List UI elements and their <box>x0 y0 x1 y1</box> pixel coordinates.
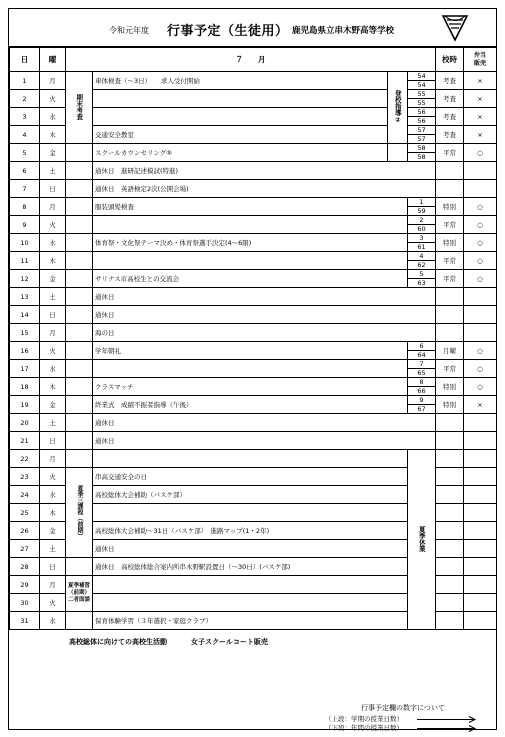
event-cell: 体育祭・文化祭テーマ決め・体育祭選手決定(4～6限) <box>93 234 408 252</box>
side-cell <box>66 378 93 396</box>
period-cell: 考査 <box>436 90 464 108</box>
footer-note-1: 高校総体に向けての高校生活動 <box>69 638 167 646</box>
year-day-count: 56 <box>417 117 426 125</box>
weekday-cell: 火 <box>40 216 66 234</box>
period-cell <box>436 522 464 540</box>
day-cell: 16 <box>10 342 40 360</box>
col-period: 校時 <box>436 48 464 72</box>
schedule-table <box>9 47 497 630</box>
table-row <box>10 324 497 342</box>
lunch-cell: ○ <box>464 234 497 252</box>
lunch-cell: ○ <box>464 378 497 396</box>
exam-label-cell <box>66 72 93 144</box>
lunch-cell: × <box>464 396 497 414</box>
weekday-cell: 土 <box>40 162 66 180</box>
weekday-cell: 水 <box>40 234 66 252</box>
period-cell <box>436 540 464 558</box>
day-cell: 27 <box>10 540 40 558</box>
lunch-cell <box>464 522 497 540</box>
event-cell <box>93 360 408 378</box>
side-cell <box>66 432 93 450</box>
period-cell: 特別 <box>436 396 464 414</box>
side-cell <box>66 144 93 162</box>
side-cell <box>66 612 93 630</box>
day-cell: 30 <box>10 594 40 612</box>
day-cell: 26 <box>10 522 40 540</box>
year-day-count: 65 <box>417 369 426 377</box>
table-row <box>10 144 497 162</box>
sheet-header <box>9 9 496 47</box>
day-cell: 13 <box>10 288 40 306</box>
term-day-count: 4 <box>408 252 435 261</box>
event-cell <box>93 594 408 612</box>
period-cell <box>436 576 464 594</box>
legend-upper: （上段：学期の授業日数） <box>325 715 403 723</box>
event-cell <box>93 216 408 234</box>
period-cell <box>436 288 464 306</box>
period-cell: 平常 <box>436 270 464 288</box>
page-title: 行事予定（生徒用） <box>167 24 289 39</box>
summer-holiday-label-cell <box>408 450 436 630</box>
exam-label: 期末考査 <box>75 93 84 120</box>
guidance-label-cell <box>388 72 408 144</box>
term-day-count: 6 <box>408 342 435 351</box>
day-cell: 15 <box>10 324 40 342</box>
day-count-cell <box>408 360 436 378</box>
side-cell <box>66 306 93 324</box>
day-cell: 3 <box>10 108 40 126</box>
legend-title: 行事予定欄の数字について <box>361 704 445 712</box>
legend-upper-arrow-icon <box>417 716 479 723</box>
weekday-cell: 金 <box>40 396 66 414</box>
table-row <box>10 432 497 450</box>
year-day-count: 57 <box>417 135 426 143</box>
period-cell: 考査 <box>436 108 464 126</box>
period-cell <box>436 306 464 324</box>
weekday-cell: 土 <box>40 288 66 306</box>
period-cell <box>436 504 464 522</box>
year-day-count: 66 <box>417 387 426 395</box>
period-cell <box>436 180 464 198</box>
event-cell: 高校総体大会補助（バスケ部） <box>93 486 408 504</box>
event-cell <box>93 108 388 126</box>
lunch-cell <box>464 324 497 342</box>
period-cell: 考査 <box>436 72 464 90</box>
lunch-cell: ○ <box>464 270 497 288</box>
lunch-cell: ○ <box>464 144 497 162</box>
term-day-count: 3 <box>408 234 435 243</box>
table-row <box>10 72 497 90</box>
period-cell: 特別 <box>436 198 464 216</box>
guidance-label: 登校指導② <box>393 89 402 124</box>
side-cell <box>66 270 93 288</box>
event-cell: 服装頭髪検査 <box>93 198 408 216</box>
lunch-cell <box>464 162 497 180</box>
event-cell: 通休日 <box>93 306 436 324</box>
table-row <box>10 216 497 234</box>
weekday-cell: 月 <box>40 72 66 90</box>
weekday-cell: 火 <box>40 90 66 108</box>
event-cell <box>93 576 408 594</box>
weekday-cell: 火 <box>40 342 66 360</box>
period-cell: 月曜 <box>436 342 464 360</box>
weekday-cell: 金 <box>40 522 66 540</box>
col-weekday: 曜 <box>40 48 66 72</box>
lunch-cell: ○ <box>464 342 497 360</box>
lunch-cell <box>464 468 497 486</box>
period-cell <box>436 414 464 432</box>
day-count-cell <box>408 396 436 414</box>
table-row <box>10 288 497 306</box>
day-cell: 5 <box>10 144 40 162</box>
lunch-cell <box>464 540 497 558</box>
legend-lower: （下段：年間の授業日数） <box>325 724 403 732</box>
period-cell <box>436 450 464 468</box>
day-cell: 6 <box>10 162 40 180</box>
event-cell <box>93 450 408 468</box>
period-cell: 平常 <box>436 360 464 378</box>
table-row <box>10 378 497 396</box>
day-cell: 7 <box>10 180 40 198</box>
day-cell: 2 <box>10 90 40 108</box>
year-day-count: 64 <box>417 351 426 359</box>
lunch-cell: ○ <box>464 198 497 216</box>
event-cell: スクールカウンセリング⑤ <box>93 144 388 162</box>
lunch-cell: × <box>464 90 497 108</box>
period-cell: 平常 <box>436 144 464 162</box>
table-row <box>10 252 497 270</box>
summer-holiday-label: 夏季休業 <box>417 525 426 552</box>
day-cell: 24 <box>10 486 40 504</box>
event-cell: クラスマッチ <box>93 378 408 396</box>
lunch-cell <box>464 432 497 450</box>
lunch-cell: ○ <box>464 252 497 270</box>
day-cell: 1 <box>10 72 40 90</box>
lunch-cell: × <box>464 72 497 90</box>
side-cell <box>66 324 93 342</box>
period-cell: 平常 <box>436 216 464 234</box>
col-month: ７ 月 <box>66 48 436 72</box>
col-lunch-line1: 弁当 <box>473 51 486 59</box>
year-day-count: 67 <box>417 405 426 413</box>
weekday-cell: 日 <box>40 180 66 198</box>
day-cell: 22 <box>10 450 40 468</box>
event-cell: 高校総体大会補助～31日（バスケ部） 進路マップ(1・2年) <box>93 522 408 540</box>
day-count-cell <box>408 144 436 162</box>
period-cell <box>436 468 464 486</box>
day-cell: 23 <box>10 468 40 486</box>
weekday-cell: 金 <box>40 144 66 162</box>
lunch-cell <box>464 306 497 324</box>
event-cell: 通休日 英語検定2次(公開会場) <box>93 180 436 198</box>
period-cell <box>436 162 464 180</box>
table-row <box>10 414 497 432</box>
side-cell <box>66 162 93 180</box>
weekday-cell: 月 <box>40 198 66 216</box>
weekday-cell: 木 <box>40 378 66 396</box>
lunch-cell: ○ <box>464 360 497 378</box>
table-row <box>10 450 497 468</box>
school-name: 鹿児島県立串木野高等学校 <box>292 26 395 36</box>
side-cell <box>66 234 93 252</box>
weekday-cell: 水 <box>40 486 66 504</box>
table-header-row <box>10 48 497 72</box>
term-day-count: 55 <box>408 90 435 99</box>
period-cell <box>436 594 464 612</box>
weekday-cell: 月 <box>40 576 66 594</box>
day-cell: 10 <box>10 234 40 252</box>
period-cell <box>436 432 464 450</box>
era-label: 令和元年度 <box>109 26 149 35</box>
day-count-cell <box>408 342 436 360</box>
event-cell <box>93 90 388 108</box>
period-cell: 特別 <box>436 378 464 396</box>
day-count-cell <box>408 234 436 252</box>
event-cell: 終業式 成績不振者指導（午後） <box>93 396 408 414</box>
event-cell <box>93 504 408 522</box>
lunch-cell: × <box>464 126 497 144</box>
lunch-cell <box>464 180 497 198</box>
year-day-count: 63 <box>417 279 426 287</box>
side-cell <box>66 558 93 576</box>
term-day-count: 7 <box>408 360 435 369</box>
weekday-cell: 木 <box>40 126 66 144</box>
term-day-count: 2 <box>408 216 435 225</box>
period-cell: 特別 <box>436 234 464 252</box>
weekday-cell: 金 <box>40 270 66 288</box>
lunch-cell <box>464 504 497 522</box>
lunch-cell <box>464 414 497 432</box>
day-cell: 25 <box>10 504 40 522</box>
schedule-sheet <box>8 8 497 730</box>
event-cell: 海の日 <box>93 324 436 342</box>
day-count-cell <box>408 126 436 144</box>
col-lunch <box>464 48 497 72</box>
year-day-count: 62 <box>417 261 426 269</box>
year-day-count: 58 <box>417 153 426 161</box>
table-row <box>10 342 497 360</box>
event-cell: 交通安全教室 <box>93 126 388 144</box>
day-cell: 18 <box>10 378 40 396</box>
period-cell <box>436 612 464 630</box>
day-cell: 17 <box>10 360 40 378</box>
weekday-cell: 火 <box>40 468 66 486</box>
side-cell <box>66 396 93 414</box>
lunch-cell: ○ <box>464 216 497 234</box>
day-cell: 14 <box>10 306 40 324</box>
side-cell <box>66 216 93 234</box>
weekday-cell: 月 <box>40 324 66 342</box>
table-row <box>10 270 497 288</box>
event-cell: 通休日 <box>93 288 436 306</box>
term-day-count: 58 <box>408 144 435 153</box>
weekday-cell: 火 <box>40 594 66 612</box>
day-count-cell <box>408 198 436 216</box>
col-lunch-line2: 販売 <box>473 59 486 67</box>
table-row <box>10 396 497 414</box>
day-count-cell <box>408 270 436 288</box>
weekday-cell: 日 <box>40 558 66 576</box>
term-day-count: 57 <box>408 126 435 135</box>
side-cell <box>66 342 93 360</box>
term-day-count: 54 <box>408 72 435 81</box>
day-cell: 28 <box>10 558 40 576</box>
lunch-cell <box>464 594 497 612</box>
lunch-cell: × <box>464 108 497 126</box>
term-day-count: 5 <box>408 270 435 279</box>
summer-sub-label-cell <box>66 576 93 612</box>
legend-lower-arrow-icon <box>417 725 479 732</box>
table-row <box>10 360 497 378</box>
event-cell: 通休日 <box>93 432 436 450</box>
lunch-cell <box>464 558 497 576</box>
event-cell: 通休日 高校総体総合案内所串木野駅設置日（～30日）(バスケ部) <box>93 558 408 576</box>
weekday-cell: 水 <box>40 612 66 630</box>
side-cell <box>66 360 93 378</box>
day-cell: 8 <box>10 198 40 216</box>
weekday-cell: 日 <box>40 306 66 324</box>
side-cell <box>66 288 93 306</box>
day-count-cell <box>408 108 436 126</box>
summer-sub-label: 夏季補習（前期）二者面談 <box>68 583 91 603</box>
event-cell: 学年朝礼 <box>93 342 408 360</box>
lunch-cell <box>464 450 497 468</box>
year-day-count: 60 <box>417 225 426 233</box>
weekday-cell: 水 <box>40 108 66 126</box>
table-row <box>10 234 497 252</box>
day-cell: 4 <box>10 126 40 144</box>
term-day-count: 9 <box>408 396 435 405</box>
table-row <box>10 180 497 198</box>
day-count-cell <box>408 378 436 396</box>
day-cell: 9 <box>10 216 40 234</box>
table-row <box>10 162 497 180</box>
lunch-cell <box>464 576 497 594</box>
lunch-cell <box>464 486 497 504</box>
weekday-cell: 月 <box>40 450 66 468</box>
day-cell: 29 <box>10 576 40 594</box>
side-cell <box>66 450 93 468</box>
weekday-cell: 木 <box>40 252 66 270</box>
event-cell: 通休日 <box>93 540 408 558</box>
side-cell <box>66 252 93 270</box>
term-day-count: 8 <box>408 378 435 387</box>
term-day-count: 1 <box>408 198 435 207</box>
weekday-cell: 日 <box>40 432 66 450</box>
day-count-cell <box>408 252 436 270</box>
day-cell: 21 <box>10 432 40 450</box>
day-cell: 31 <box>10 612 40 630</box>
day-cell: 11 <box>10 252 40 270</box>
weekday-cell: 水 <box>40 360 66 378</box>
side-cell <box>66 198 93 216</box>
day-count-cell <box>408 72 436 90</box>
lunch-cell <box>464 288 497 306</box>
day-cell: 20 <box>10 414 40 432</box>
col-day: 日 <box>10 48 40 72</box>
year-day-count: 54 <box>417 81 426 89</box>
side-cell <box>66 414 93 432</box>
period-cell: 平常 <box>436 252 464 270</box>
period-cell <box>436 324 464 342</box>
event-cell: 保育体験学習（３年選択・家庭クラブ） <box>93 612 408 630</box>
event-cell: 通休日 進研記述模試(特進) <box>93 162 436 180</box>
event-cell: 串高交通安全の日 <box>93 468 408 486</box>
period-cell <box>436 486 464 504</box>
side-cell <box>66 180 93 198</box>
weekday-cell: 土 <box>40 540 66 558</box>
period-cell: 考査 <box>436 126 464 144</box>
table-row <box>10 306 497 324</box>
footer <box>9 635 496 731</box>
lunch-cell <box>464 612 497 630</box>
event-cell: 通休日 <box>93 414 436 432</box>
term-day-count: 56 <box>408 108 435 117</box>
day-cell: 19 <box>10 396 40 414</box>
event-cell: サリナス市高校生との交流会 <box>93 270 408 288</box>
weekday-cell: 木 <box>40 504 66 522</box>
day-cell: 12 <box>10 270 40 288</box>
guidance-spacer-cell <box>388 144 408 162</box>
table-row <box>10 198 497 216</box>
day-count-cell <box>408 216 436 234</box>
event-cell <box>93 252 408 270</box>
year-day-count: 55 <box>417 99 426 107</box>
footer-note-2: 女子スクールコート販売 <box>191 638 268 646</box>
event-cell: 車体検査（～3日） 求人受付開始 <box>93 72 388 90</box>
school-crest-icon <box>441 13 469 43</box>
period-cell <box>436 558 464 576</box>
summer-exam-label: 夏季三課程（前期） <box>76 484 83 539</box>
day-count-cell <box>408 90 436 108</box>
summer-exam-label-cell <box>66 468 93 558</box>
weekday-cell: 土 <box>40 414 66 432</box>
year-day-count: 59 <box>417 207 426 215</box>
year-day-count: 61 <box>417 243 426 251</box>
